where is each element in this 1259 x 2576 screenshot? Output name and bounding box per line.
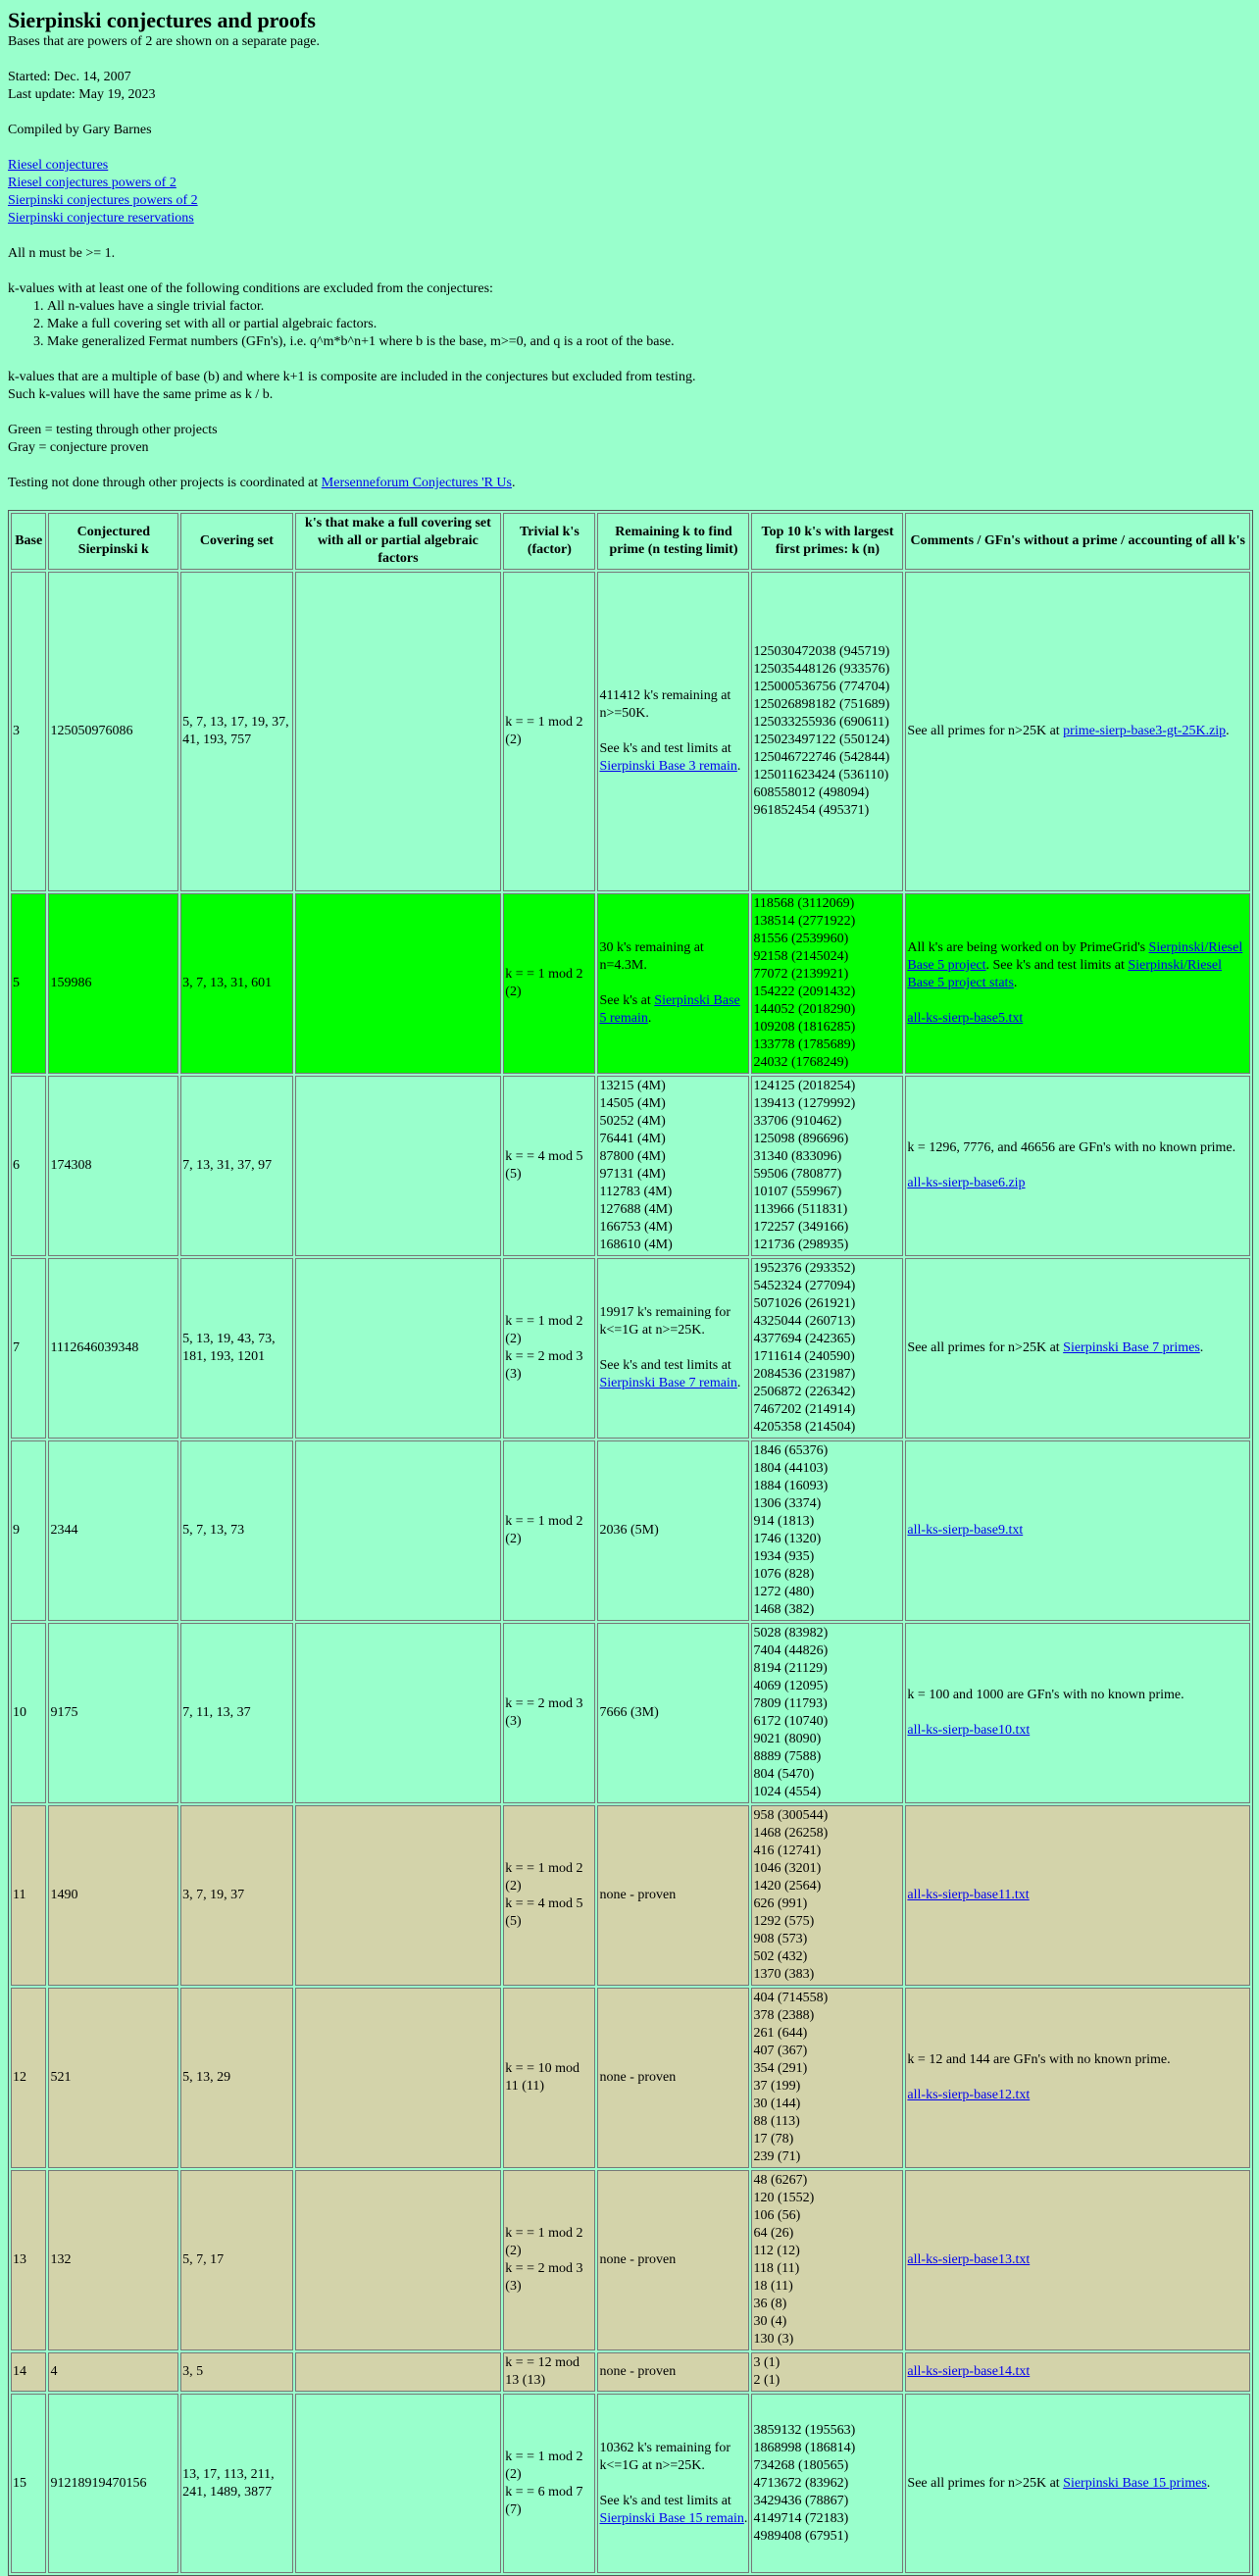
cell-comments (905, 1805, 1250, 1986)
table-row (11, 572, 1250, 891)
cell-base: 15 (11, 2394, 46, 2573)
cell-top-10: 118568 (3112069) 138514 (2771922) 81556 (2539960) 92158 (2145024) 77072 (2139921) 154222 (2091432) 144052 (2018290) 109208 (1816285) 133778 (1785689) 24032 (1768249) (751, 893, 903, 1074)
ks-file-link[interactable]: all-ks-sierp-base5.txt (907, 1011, 1024, 1026)
cell-remaining-k: 13215 (4M) 14505 (4M) 50252 (4M) 76441 (4M) 87800 (4M) 97131 (4M) 112783 (4M) 127688 (4M) 166753 (4M) 168610 (4M) (597, 1076, 749, 1256)
cell-trivial-ks: k = = 10 mod 11 (11) (503, 1988, 595, 2168)
ks-file-link[interactable]: all-ks-sierp-base11.txt (907, 1888, 1030, 1902)
cell-top-10: 3 (1) 2 (1) (751, 2352, 903, 2392)
cell-base: 12 (11, 1988, 46, 2168)
remain-link[interactable]: Sierpinski Base 3 remain (599, 759, 737, 774)
cell-top-10: 3859132 (195563) 1868998 (186814) 734268 (180565) 4713672 (83962) 3429436 (78867) 4149714 (72183) 4989408 (67951) (751, 2394, 903, 2573)
cell-trivial-ks: k = = 1 mod 2 (2) (503, 893, 595, 1074)
ks-file-link[interactable]: all-ks-sierp-base9.txt (907, 1523, 1024, 1538)
cell-comments: All k's are being worked on by PrimeGrid's Sierpinski/Riesel Base 5 project. See k's and test limits at Sierpinski/Riesel Base 5 project stats. all-ks-sierp-base5.txt (905, 893, 1250, 1074)
cell-base: 9 (11, 1440, 46, 1621)
cell-trivial-ks: k = = 12 mod 13 (13) (503, 2352, 595, 2392)
cell-top-10: 958 (300544) 1468 (26258) 416 (12741) 1046 (3201) 1420 (2564) 626 (991) 1292 (575) 908 (573) 502 (432) 1370 (383) (751, 1805, 903, 1986)
legend-gray: Gray = conjecture proven (8, 440, 149, 455)
cell-conjectured-k: 4 (48, 2352, 178, 2392)
cell-trivial-ks: k = = 1 mod 2 (2) k = = 4 mod 5 (5) (503, 1805, 595, 1986)
cell-top-10: 5028 (83982) 7404 (44826) 8194 (21129) 4069 (12095) 7809 (11793) 6172 (10740) 9021 (8090) 8889 (7588) 804 (5470) 1024 (4554) (751, 1623, 903, 1803)
cell-remaining-k: none - proven (597, 2352, 749, 2392)
cell-covering-set: 3, 5 (180, 2352, 292, 2392)
cell-trivial-ks: k = = 2 mod 3 (3) (503, 1623, 595, 1803)
n-rule: All n must be >= 1. (8, 246, 116, 261)
cell-algebraic-ks (295, 893, 502, 1074)
header-conjectured-k: Conjectured Sierpinski k (48, 513, 178, 570)
ks-file-link[interactable]: all-ks-sierp-base13.txt (907, 2252, 1031, 2267)
page-title: Sierpinski conjectures and proofs (8, 8, 316, 32)
cell-remaining-k: none - proven (597, 1805, 749, 1986)
cell-algebraic-ks (295, 2352, 502, 2392)
cell-base: 10 (11, 1623, 46, 1803)
cell-top-10: 1952376 (293352) 5452324 (277094) 5071026 (261921) 4325044 (260713) 4377694 (242365) 1711614 (240590) 2084536 (231987) 2506872 (226342) 7467202 (214914) 4205358 (214504) (751, 1258, 903, 1439)
cell-base: 6 (11, 1076, 46, 1256)
cell-trivial-ks: k = = 4 mod 5 (5) (503, 1076, 595, 1256)
cell-conjectured-k: 2344 (48, 1440, 178, 1621)
cell-covering-set: 5, 7, 17 (180, 2170, 292, 2350)
cell-trivial-ks: k = = 1 mod 2 (2) (503, 572, 595, 891)
cell-conjectured-k: 125050976086 (48, 572, 178, 891)
cell-algebraic-ks (295, 1076, 502, 1256)
link-riesel-powers-of-2[interactable]: Riesel conjectures powers of 2 (8, 176, 176, 190)
legend-green: Green = testing through other projects (8, 423, 218, 437)
cell-comments: See all primes for n>25K at Sierpinski Base 15 primes. (905, 2394, 1250, 2573)
cell-algebraic-ks (295, 2394, 502, 2573)
cell-comments (905, 1440, 1250, 1621)
remain-link[interactable]: Sierpinski Base 15 remain (599, 2510, 744, 2526)
cell-covering-set: 5, 13, 19, 43, 73, 181, 193, 1201 (180, 1258, 292, 1439)
cell-comments: k = 100 and 1000 are GFn's with no known prime. all-ks-sierp-base10.txt (905, 1623, 1250, 1803)
cell-remaining-k: 2036 (5M) (597, 1440, 749, 1621)
cell-covering-set: 5, 13, 29 (180, 1988, 292, 2168)
header-algebraic-ks: k's that make a full covering set with all or partial algebraic factors (295, 513, 502, 570)
ks-file-link[interactable]: all-ks-sierp-base12.txt (907, 2088, 1031, 2102)
exclusion-item: 3. Make generalized Fermat numbers (GFn's), i.e. q^m*b^n+1 where b is the base, m>=0, and q is a root of the base. (47, 333, 1251, 351)
cell-remaining-k: 7666 (3M) (597, 1623, 749, 1803)
table-row (11, 2352, 1250, 2392)
cell-top-10: 124125 (2018254) 139413 (1279992) 33706 (910462) 125098 (896696) 31340 (833096) 59506 (780877) 10107 (559967) 113966 (511831) 172257 (349166) 121736 (298935) (751, 1076, 903, 1256)
cell-base: 3 (11, 572, 46, 891)
compiled-by: Compiled by Gary Barnes (8, 123, 152, 137)
cell-base: 5 (11, 893, 46, 1074)
cell-top-10: 48 (6267) 120 (1552) 106 (56) 64 (26) 112 (12) 118 (11) 18 (11) 36 (8) 30 (4) 130 (3) (751, 2170, 903, 2350)
coordination-note: Testing not done through other projects is coordinated at Mersenneforum Conjectures 'R Us. (8, 476, 516, 490)
exclusion-intro: k-values with at least one of the following conditions are excluded from the conjectures: (8, 281, 493, 296)
cell-covering-set: 5, 7, 13, 73 (180, 1440, 292, 1621)
table-row (11, 2394, 1250, 2573)
header-covering-set: Covering set (180, 513, 292, 570)
cell-base: 11 (11, 1805, 46, 1986)
table-row (11, 1623, 1250, 1803)
conjectures-table (8, 510, 1253, 2576)
cell-covering-set: 5, 7, 13, 17, 19, 37, 41, 193, 757 (180, 572, 292, 891)
cell-comments (905, 2352, 1250, 2392)
cell-conjectured-k: 159986 (48, 893, 178, 1074)
cell-algebraic-ks (295, 2170, 502, 2350)
ks-file-link[interactable]: all-ks-sierp-base10.txt (907, 1723, 1031, 1738)
cell-conjectured-k: 9175 (48, 1623, 178, 1803)
comment-link[interactable]: Sierpinski Base 15 primes (1063, 2475, 1207, 2491)
multiple-note-1: k-values that are a multiple of base (b) and where k+1 is composite are included in the conjectures but excluded from testing. (8, 370, 696, 384)
table-row (11, 1988, 1250, 2168)
cell-trivial-ks: k = = 1 mod 2 (2) k = = 2 mod 3 (3) (503, 2170, 595, 2350)
cell-algebraic-ks (295, 1805, 502, 1986)
cell-conjectured-k: 1112646039348 (48, 1258, 178, 1439)
comment-link[interactable]: Sierpinski/Riesel Base 5 project (907, 940, 1243, 973)
cell-remaining-k: 19917 k's remaining for k<=1G at n>=25K. See k's and test limits at Sierpinski Base 7 remain. (597, 1258, 749, 1439)
cell-comments (905, 2170, 1250, 2350)
link-sierpinski-powers-of-2[interactable]: Sierpinski conjectures powers of 2 (8, 193, 198, 208)
header-comments: Comments / GFn's without a prime / accounting of all k's (905, 513, 1250, 570)
header-base: Base (11, 513, 46, 570)
header-trivial-ks: Trivial k's (factor) (503, 513, 595, 570)
last-update-date: Last update: May 19, 2023 (8, 87, 156, 102)
cell-remaining-k: none - proven (597, 2170, 749, 2350)
cell-algebraic-ks (295, 1623, 502, 1803)
table-row (11, 1076, 1250, 1256)
cell-top-10: 125030472038 (945719) 125035448126 (933576) 125000536756 (774704) 125026898182 (751689) 125033255936 (690611) 125023497122 (550124) 125046722746 (542844) 125011623424 (536110) 608558012 (498094) 961852454 (495371) (751, 572, 903, 891)
subtitle: Bases that are powers of 2 are shown on a separate page. (8, 34, 320, 49)
table-row (11, 1805, 1250, 1986)
cell-comments: See all primes for n>25K at prime-sierp-base3-gt-25K.zip. (905, 572, 1250, 891)
comment-link[interactable]: Sierpinski/Riesel Base 5 project stats (907, 958, 1223, 990)
cell-comments: See all primes for n>25K at Sierpinski Base 7 primes. (905, 1258, 1250, 1439)
exclusion-item: 2. Make a full covering set with all or partial algebraic factors. (47, 316, 1251, 333)
cell-conjectured-k: 91218919470156 (48, 2394, 178, 2573)
link-mersenneforum[interactable]: Mersenneforum Conjectures 'R Us (321, 476, 512, 490)
cell-trivial-ks: k = = 1 mod 2 (2) (503, 1440, 595, 1621)
cell-conjectured-k: 174308 (48, 1076, 178, 1256)
cell-trivial-ks: k = = 1 mod 2 (2) k = = 6 mod 7 (7) (503, 2394, 595, 2573)
table-row (11, 1440, 1250, 1621)
cell-covering-set: 3, 7, 19, 37 (180, 1805, 292, 1986)
cell-remaining-k: 30 k's remaining at n=4.3M. See k's at Sierpinski Base 5 remain. (597, 893, 749, 1074)
cell-algebraic-ks (295, 572, 502, 891)
cell-base: 7 (11, 1258, 46, 1439)
cell-algebraic-ks (295, 1988, 502, 2168)
cell-remaining-k: none - proven (597, 1988, 749, 2168)
exclusion-item: 1. All n-values have a single trivial factor. (47, 298, 1251, 316)
table-header-row (11, 513, 1250, 570)
cell-remaining-k: 411412 k's remaining at n>=50K. See k's and test limits at Sierpinski Base 3 remain. (597, 572, 749, 891)
comment-link[interactable]: Sierpinski Base 7 primes (1063, 1340, 1200, 1355)
cell-conjectured-k: 1490 (48, 1805, 178, 1986)
header-remaining-k: Remaining k to find prime (n testing limit) (597, 513, 749, 570)
started-date: Started: Dec. 14, 2007 (8, 70, 131, 84)
comment-link[interactable]: prime-sierp-base3-gt-25K.zip (1063, 724, 1227, 738)
table-row (11, 1258, 1250, 1439)
header-top-10: Top 10 k's with largest first primes: k (n) (751, 513, 903, 570)
cell-comments: k = 1296, 7776, and 46656 are GFn's with no known prime. all-ks-sierp-base6.zip (905, 1076, 1250, 1256)
cell-base: 14 (11, 2352, 46, 2392)
cell-algebraic-ks (295, 1440, 502, 1621)
ks-file-link[interactable]: all-ks-sierp-base14.txt (907, 2364, 1031, 2379)
remain-link[interactable]: Sierpinski Base 7 remain (599, 1376, 737, 1390)
cell-algebraic-ks (295, 1258, 502, 1439)
remain-link[interactable]: Sierpinski Base 5 remain (599, 993, 740, 1026)
link-sierpinski-reservations[interactable]: Sierpinski conjecture reservations (8, 211, 194, 226)
cell-conjectured-k: 132 (48, 2170, 178, 2350)
cell-base: 13 (11, 2170, 46, 2350)
exclusion-list (8, 298, 1251, 351)
cell-conjectured-k: 521 (48, 1988, 178, 2168)
cell-covering-set: 7, 11, 13, 37 (180, 1623, 292, 1803)
cell-covering-set: 13, 17, 113, 211, 241, 1489, 3877 (180, 2394, 292, 2573)
cell-top-10: 404 (714558) 378 (2388) 261 (644) 407 (367) 354 (291) 37 (199) 30 (144) 88 (113) 17 (78) 239 (71) (751, 1988, 903, 2168)
cell-comments: k = 12 and 144 are GFn's with no known prime. all-ks-sierp-base12.txt (905, 1988, 1250, 2168)
cell-trivial-ks: k = = 1 mod 2 (2) k = = 2 mod 3 (3) (503, 1258, 595, 1439)
link-riesel-conjectures[interactable]: Riesel conjectures (8, 158, 109, 173)
cell-covering-set: 7, 13, 31, 37, 97 (180, 1076, 292, 1256)
table-row (11, 2170, 1250, 2350)
cell-remaining-k: 10362 k's remaining for k<=1G at n>=25K. See k's and test limits at Sierpinski Base 15 remain. (597, 2394, 749, 2573)
table-row (11, 893, 1250, 1074)
ks-file-link[interactable]: all-ks-sierp-base6.zip (907, 1176, 1026, 1190)
cell-covering-set: 3, 7, 13, 31, 601 (180, 893, 292, 1074)
cell-top-10: 1846 (65376) 1804 (44103) 1884 (16093) 1306 (3374) 914 (1813) 1746 (1320) 1934 (935) 1076 (828) 1272 (480) 1468 (382) (751, 1440, 903, 1621)
multiple-note-2: Such k-values will have the same prime as k / b. (8, 387, 274, 402)
